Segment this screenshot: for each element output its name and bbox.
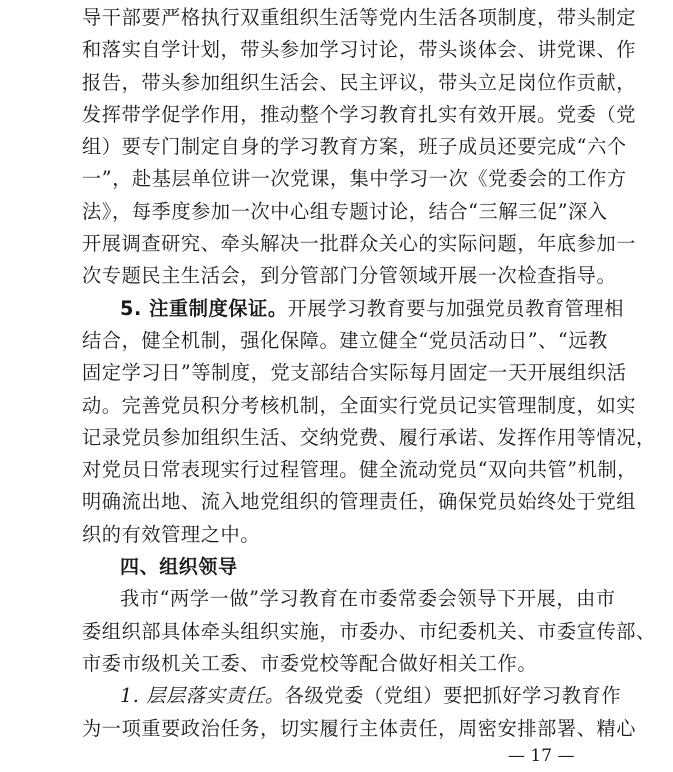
text-line: 结合，健全机制，强化保障。建立健全“党员活动日”、“远教 <box>82 328 608 352</box>
text-line: 明确流出地、流入地党组织的管理责任，确保党员始终处于党组 <box>82 490 637 514</box>
text-line: 导干部要严格执行双重组织生活等党内生活各项制度，带头制定 <box>82 6 637 29</box>
section-5-first-rest: 开展学习教育要与加强党员教育管理相 <box>287 296 625 320</box>
item-1-first-rest: 各级党委（党组）要把抓好学习教育作 <box>284 684 622 708</box>
text-line: 为一项重要政治任务，切实履行主体责任，周密安排部署、精心 <box>82 716 637 740</box>
text-line: 市委市级机关工委、市委党校等配合做好相关工作。 <box>82 651 538 675</box>
text-line: 织的有效管理之中。 <box>82 522 261 546</box>
body-text <box>82 2 656 745</box>
section-heading: 四、组织领导 <box>120 556 238 579</box>
item-1-first-line <box>82 680 622 712</box>
text-line: 动。完善党员积分考核机制，全面实行党员记实管理制度，如实 <box>82 393 637 417</box>
text-line: 开展调查研究、牵头解决一批群众关心的实际问题，年底参加一 <box>82 232 637 256</box>
section-5-first-line <box>82 293 625 325</box>
text-line: 次专题民主生活会，到分管部门分管领域开展一次检查指导。 <box>82 264 617 288</box>
text-line: 组）要专门制定自身的学习教育方案，班子成员还要完成“六个 <box>82 135 627 159</box>
text-line: 记录党员参加组织生活、交纳党费、履行承诺、发挥作用等情况， <box>82 425 656 449</box>
text-line: 一”，赴基层单位讲一次党课，集中学习一次《党委会的工作方 <box>82 167 627 191</box>
section-5-lead: 5. 注重制度保证。 <box>120 296 288 320</box>
text-line: 法》，每季度参加一次中心组专题讨论，结合“三解三促”深入 <box>82 199 608 223</box>
page-number: — 17 — <box>508 746 575 766</box>
text-line: 固定学习日”等制度，党支部结合实际每月固定一天开展组织活 <box>82 361 627 385</box>
item-1-lead: 1. 层层落实责任。 <box>120 684 285 708</box>
intro-first-line: 我市“两学一做”学习教育在市委常委会领导下开展，由市 <box>120 587 616 611</box>
text-line: 发挥带学促学作用，推动整个学习教育扎实有效开展。党委（党 <box>82 102 637 126</box>
text-line: 和落实自学计划，带头参加学习讨论，带头谈体会、讲党课、作 <box>82 38 637 62</box>
text-line: 报告，带头参加组织生活会、民主评议，带头立足岗位作贡献， <box>82 70 637 94</box>
text-line: 对党员日常表现实行过程管理。健全流动党员“双向共管”机制， <box>82 458 638 482</box>
text-line: 委组织部具体牵头组织实施，市委办、市纪委机关、市委宣传部、 <box>82 619 656 643</box>
